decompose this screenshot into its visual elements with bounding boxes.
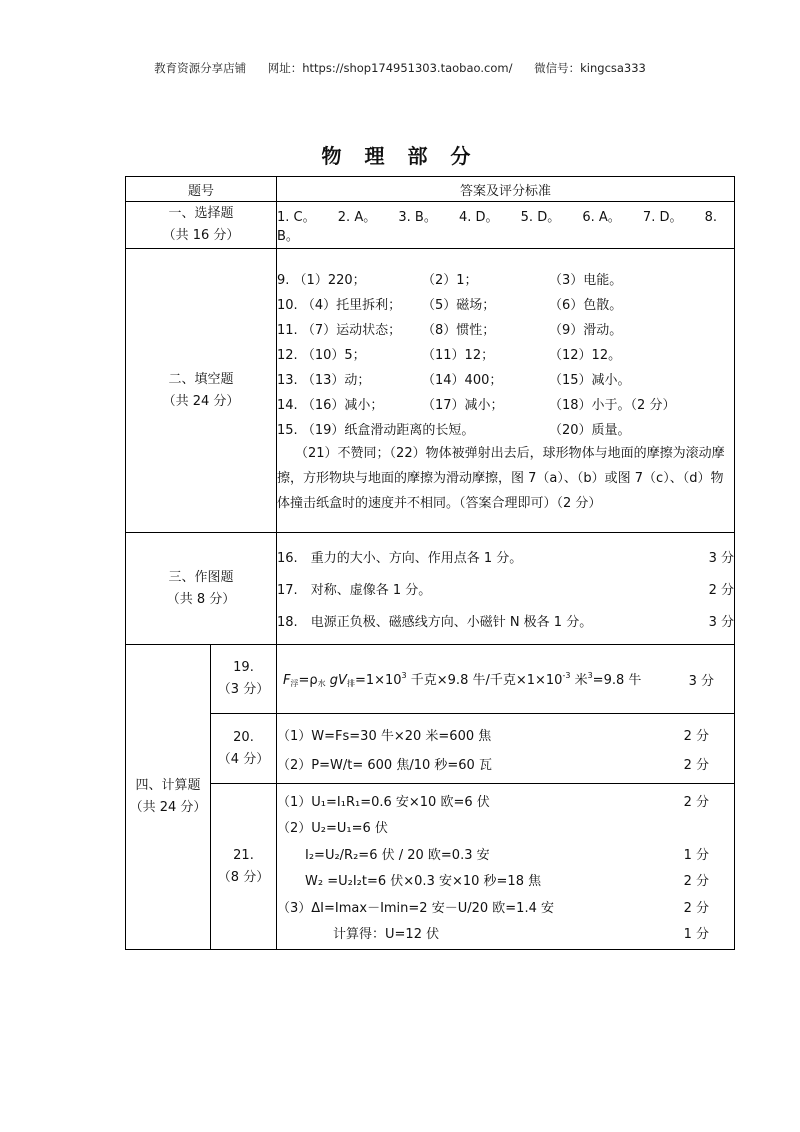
drawing-answers: [277, 533, 735, 645]
fill-row: 14. （16）减小； （17）减小； （18）小于。（2 分）: [277, 397, 676, 413]
q20-label: 20. （4 分）: [211, 714, 277, 784]
fill-row: 12. （10）5； （11）12； （12）12。: [277, 347, 622, 363]
drawing-item: 17. 对称、虚像各 1 分。 2 分: [277, 583, 735, 598]
section-drawing: 三、作图题 （共 8 分）: [126, 533, 277, 645]
q19-label: 19. （3 分）: [211, 645, 277, 714]
answer-3: 3. B。: [398, 210, 437, 225]
header-answer: 答案及评分标准: [277, 177, 735, 202]
section-fill: 二、填空题 （共 24 分）: [126, 249, 277, 533]
answer-8: 8. B。: [277, 210, 718, 244]
shop-url[interactable]: 网址：https://shop174951303.taobao.com/: [267, 61, 513, 75]
header-question-no: 题号: [126, 177, 277, 202]
section-calc: 四、计算题 （共 24 分）: [126, 645, 211, 950]
answer-2: 2. A。: [337, 210, 377, 225]
wechat-id: 微信号：kingcsa333: [534, 61, 646, 75]
q19-formula: $F_浮=\rho_水$ $gV_排=1\times 10^3$ 千克×9.8 牛/千克$\times 1\times 10^{-3}$ 米$^3$=9.8 牛: [283, 671, 642, 688]
answer-7: 7. D。: [642, 210, 683, 225]
fill-row: 13. （13）动； （14）400； （15）减小。: [277, 372, 631, 388]
q21-label: 21. （8 分）: [211, 784, 277, 950]
drawing-item: 16. 重力的大小、方向、作用点各 1 分。 3 分: [277, 551, 735, 566]
answer-5: 5. D。: [520, 210, 561, 225]
page-title: 物 理 部 分: [321, 144, 479, 168]
answer-6: 6. A。: [582, 210, 621, 225]
shop-name: 教育资源分享店铺: [154, 61, 247, 75]
fill-answers: [277, 249, 735, 533]
answer-4: 4. D。: [458, 210, 499, 225]
q19-answer: $F_浮=\rho_水$ $gV_排=1\times 10^3$ 千克×9.8 牛/千克$\times 1\times 10^{-3}$ 米$^3$=9.8 牛 3 分: [277, 645, 735, 714]
drawing-item: 18. 电源正负极、磁感线方向、小磁针 N 极各 1 分。 3 分: [277, 615, 735, 630]
choice-answers: [277, 202, 735, 249]
q20-answer: （1）W=Fs=30 牛×20 米=600 焦 2 分 （2）P=W/t= 600 焦/10 秒=60 瓦 2 分: [277, 714, 735, 784]
q21-answer: （1）U₁=I₁R₁=0.6 安×10 欧=6 伏 2 分 （2）U₂=U₁=6 伏 I₂=U₂/R₂=6 伏 / 20 欧=0.3 安 1 分 W₂ =U₂I₂t=6 伏×0.3 安×10 秒=18 焦 2 分 （3）ΔI=Imax－Imin=2 安－U/20 欧=1.4 安 2 分 计算得：U=12 伏 1 分: [277, 784, 735, 950]
answer-1: 1. C。: [277, 210, 316, 225]
fill-row: 10. （4）托里拆利； （5）磁场； （6）色散。: [277, 297, 623, 313]
fill-row: 11. （7）运动状态； （8）惯性； （9）滑动。: [277, 322, 623, 338]
answer-table: [125, 176, 735, 950]
fill-row: 15. （19）纸盒滑动距离的长短。 （20）质量。: [277, 422, 631, 438]
fill-row: 9. （1）220； （2）1； （3）电能。: [277, 272, 623, 288]
fill-paragraph: （21）不赞同；（22）物体被弹射出去后，球形物体与地面的摩擦为滚动摩擦，方形物块与地面的摩擦为滑动摩擦，图 7（a）、（b）或图 7（c）、（d）物体撞击纸盒时的速度并不相同。（答案合理即可）（2 分）: [277, 445, 725, 511]
page-header: [0, 60, 800, 76]
section-choice: 一、选择题 （共 16 分）: [126, 202, 277, 249]
